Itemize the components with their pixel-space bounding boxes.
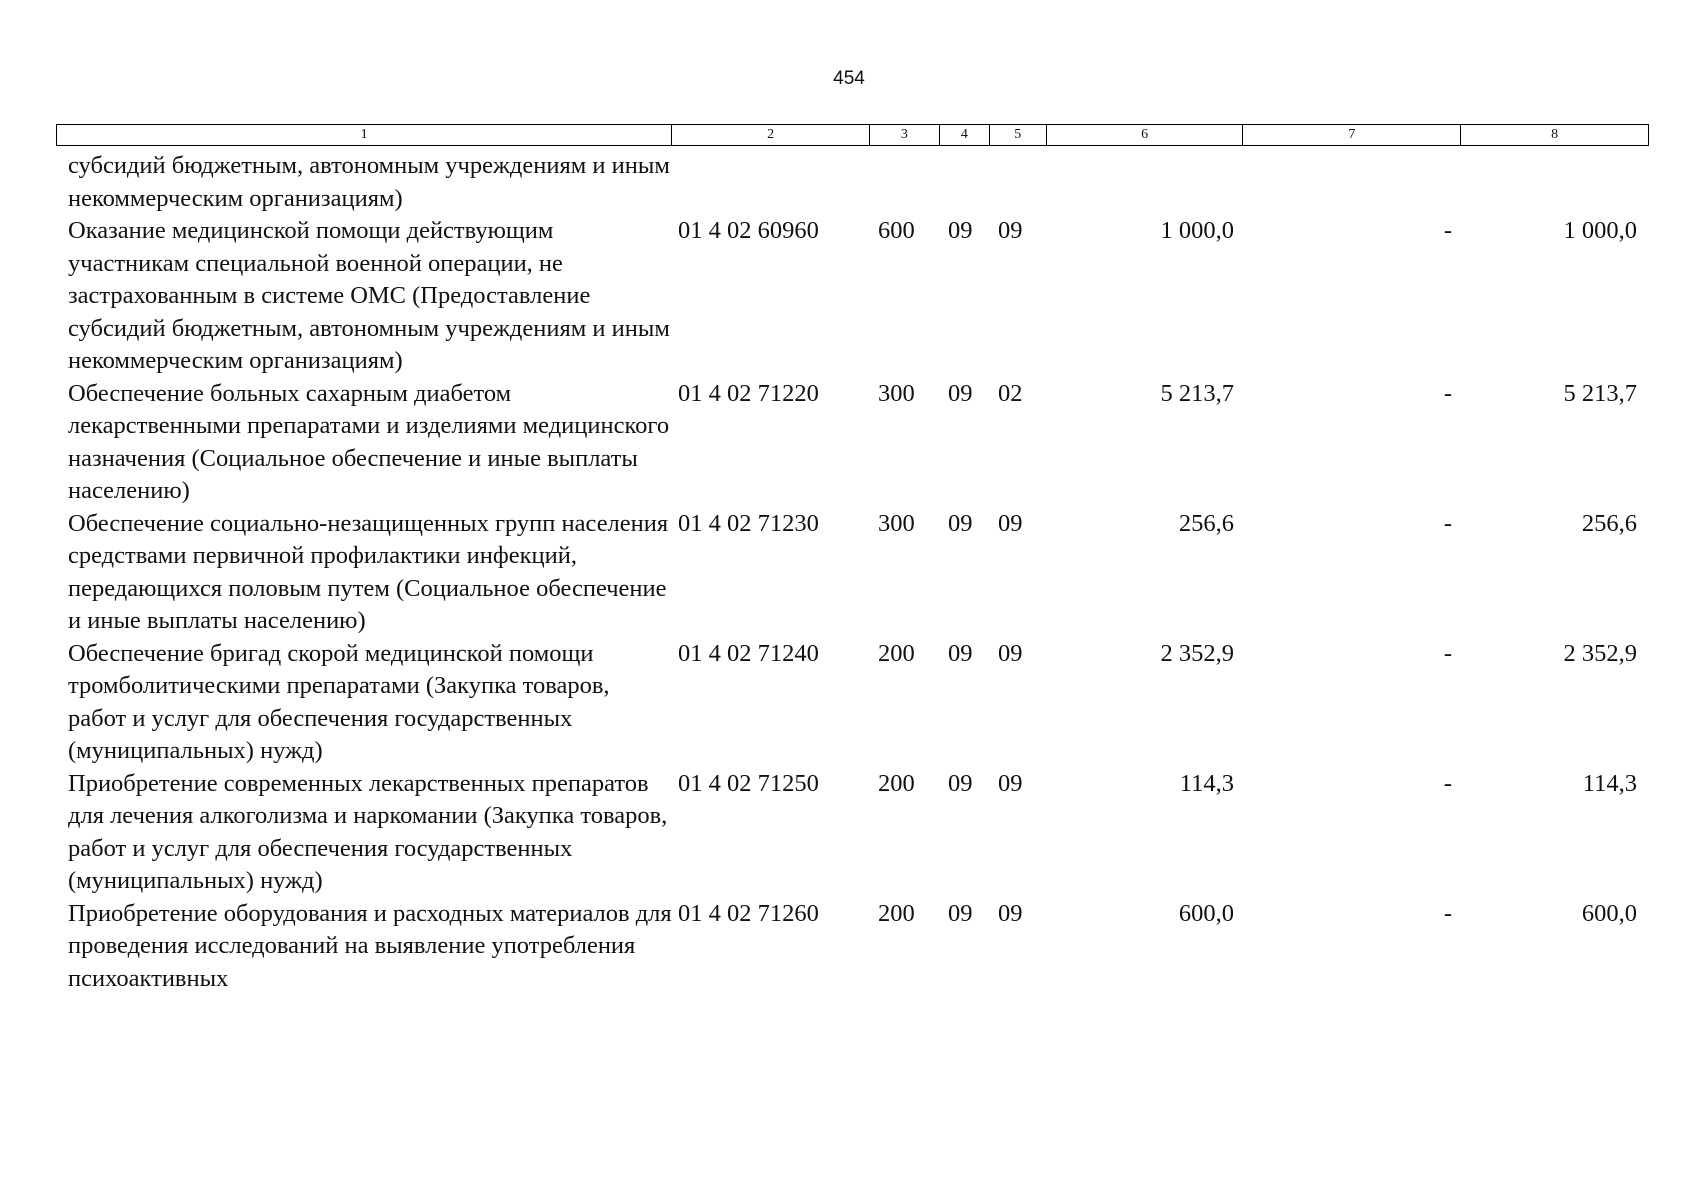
- row-code: 01 4 02 71260: [678, 899, 819, 927]
- row-pr: 09: [998, 899, 1023, 927]
- row-vr: 600: [878, 217, 915, 244]
- row-name: Обеспечение социально-незащищенных групп населения средствами первичной профилактики инфекций, передающихся половым путем (Социальное обеспечение и иные выплаты населению): [68, 509, 669, 634]
- row-pr: [990, 150, 1047, 215]
- row-rz: 09: [948, 769, 973, 797]
- row-col6: 5 213,7: [1160, 379, 1234, 407]
- row-pr: 09: [998, 769, 1023, 797]
- table-header: [56, 124, 1649, 146]
- column-header-2: 2: [672, 125, 870, 145]
- row-code: 01 4 02 71250: [678, 769, 819, 797]
- row-vr: 200: [878, 899, 915, 927]
- row-code: 01 4 02 71230: [678, 509, 819, 537]
- table-row: [56, 508, 1649, 638]
- row-rz: 09: [948, 509, 973, 537]
- row-pr: 09: [998, 639, 1023, 667]
- column-header-5: 5: [990, 125, 1047, 145]
- row-col8: 1 000,0: [1563, 217, 1637, 244]
- row-col6: [1047, 150, 1244, 215]
- table-row: [56, 150, 1649, 215]
- column-header-3: 3: [870, 125, 940, 145]
- row-pr: 09: [998, 217, 1023, 244]
- row-col8: 114,3: [1582, 769, 1637, 797]
- page-number: 454: [833, 68, 865, 89]
- row-code: 01 4 02 60960: [678, 217, 819, 244]
- column-header-1: 1: [57, 125, 672, 145]
- column-header-7: 7: [1243, 125, 1461, 145]
- row-vr: 200: [878, 639, 915, 667]
- row-rz: 09: [948, 639, 973, 667]
- row-col7: -: [1443, 509, 1452, 537]
- row-col6: 2 352,9: [1160, 639, 1234, 667]
- row-col7: -: [1443, 639, 1452, 667]
- table-row: [56, 378, 1649, 508]
- row-rz: 09: [948, 217, 973, 244]
- table-row: [56, 768, 1649, 898]
- row-col7: -: [1443, 899, 1452, 927]
- column-header-6: 6: [1047, 125, 1244, 145]
- row-rz: [940, 150, 990, 215]
- row-col8: 600,0: [1581, 899, 1637, 927]
- table-row: [56, 215, 1649, 378]
- table-row: [56, 638, 1649, 768]
- row-pr: 09: [998, 509, 1023, 537]
- row-name: Приобретение оборудования и расходных материалов для проведения исследований на выявление употребления психоактивных: [68, 899, 672, 992]
- table-row: [56, 898, 1649, 996]
- row-col7: -: [1443, 769, 1452, 797]
- row-col7: [1244, 150, 1462, 215]
- row-vr: 300: [878, 509, 915, 537]
- row-name: субсидий бюджетным, автономным учреждениям и иным некоммерческим организациям): [68, 152, 670, 212]
- row-name: Приобретение современных лекарственных препаратов для лечения алкоголизма и наркомании (Закупка товаров, работ и услуг для обеспечения государственных (муниципальных) нужд): [68, 769, 668, 894]
- row-vr: [870, 150, 940, 215]
- row-name: Обеспечение бригад скорой медицинской помощи тромболитическими препаратами (Закупка товаров, работ и услуг для обеспечения государственных (муниципальных) нужд): [68, 639, 610, 764]
- row-col7: -: [1443, 217, 1452, 244]
- row-vr: 200: [878, 769, 915, 797]
- row-pr: 02: [998, 379, 1023, 407]
- row-col8: 2 352,9: [1563, 639, 1637, 667]
- row-col8: 5 213,7: [1563, 379, 1637, 407]
- row-name: Оказание медицинской помощи действующим участникам специальной военной операции, не застрахованным в системе ОМС (Предоставление субсидий бюджетным, автономным учреждениям и иным некоммерческим организациям): [68, 217, 670, 374]
- table-body: [56, 150, 1649, 995]
- row-col6: 114,3: [1179, 769, 1234, 797]
- row-col6: 600,0: [1178, 899, 1234, 927]
- row-col8: [1462, 150, 1649, 215]
- row-vr: 300: [878, 379, 915, 407]
- row-code: 01 4 02 71240: [678, 639, 819, 667]
- row-rz: 09: [948, 899, 973, 927]
- row-col8: 256,6: [1581, 509, 1637, 537]
- row-code: 01 4 02 71220: [678, 379, 819, 407]
- row-rz: 09: [948, 379, 973, 407]
- row-name: Обеспечение больных сахарным диабетом лекарственными препаратами и изделиями медицинского назначения (Социальное обеспечение и иные выплаты населению): [68, 379, 670, 504]
- row-col6: 1 000,0: [1160, 217, 1234, 244]
- column-header-4: 4: [940, 125, 990, 145]
- row-code: [672, 150, 870, 215]
- row-col7: -: [1443, 379, 1452, 407]
- row-col6: 256,6: [1178, 509, 1234, 537]
- column-header-8: 8: [1551, 127, 1559, 142]
